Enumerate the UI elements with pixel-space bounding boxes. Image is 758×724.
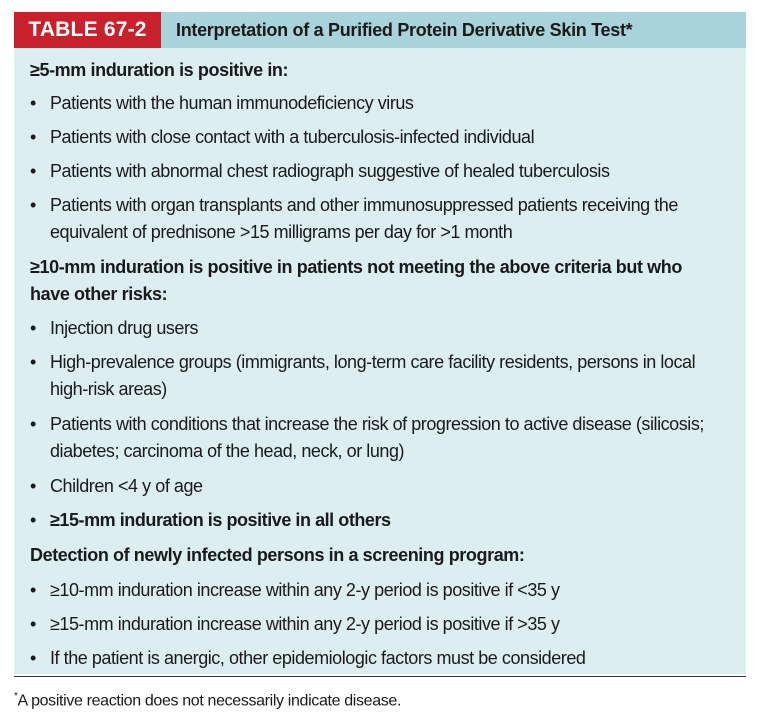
list-item-text: equivalent of prednisone >15 milligrams per day for >1 month — [50, 222, 513, 242]
list-item-text: Patients with close contact with a tuberculosis-infected individual — [50, 127, 535, 147]
list-item-text: Injection drug users — [50, 318, 199, 338]
list-item-text: diabetes; carcinoma of the head, neck, or lung) — [50, 441, 405, 461]
list-item-text: ≥15-mm induration increase within any 2-y period is positive if >35 y — [50, 614, 560, 634]
bullet-icon: • — [30, 580, 36, 600]
bullet-icon: • — [30, 414, 36, 434]
bullet-icon: • — [30, 318, 36, 338]
list-item-text: High-prevalence groups (immigrants, long-term care facility residents, persons in local — [50, 352, 696, 372]
bullet-icon: • — [30, 476, 36, 496]
bullet-icon: • — [30, 93, 36, 113]
list-item-text: If the patient is anergic, other epidemiologic factors must be considered — [50, 648, 586, 668]
bullet-icon: • — [30, 614, 36, 634]
list-item-text: ≥10-mm induration increase within any 2-y period is positive if <35 y — [50, 580, 560, 600]
section-heading-10mm: ≥10-mm induration is positive in patients not meeting the above criteria but who — [30, 257, 682, 277]
table-box — [14, 12, 746, 674]
list-item-text: Children <4 y of age — [50, 476, 203, 496]
list-item-text: Patients with organ transplants and other immunosuppressed patients receiving the — [50, 195, 678, 215]
section-heading-screening: Detection of newly infected persons in a screening program: — [30, 545, 525, 565]
table-title: Interpretation of a Purified Protein Derivative Skin Test* — [161, 12, 746, 48]
bullet-icon: • — [30, 352, 36, 372]
footnote-marker: * — [14, 691, 18, 702]
table-header — [14, 12, 746, 48]
bullet-icon: • — [30, 127, 36, 147]
section-heading-5mm: ≥5-mm induration is positive in: — [30, 60, 289, 80]
table-footnote — [14, 686, 401, 712]
list-item-text: Patients with abnormal chest radiograph suggestive of healed tuberculosis — [50, 161, 610, 181]
bullet-icon: • — [30, 161, 36, 181]
footnote-text: A positive reaction does not necessarily indicate disease. — [17, 692, 402, 710]
list-item-text: Patients with conditions that increase the risk of progression to active disease (silicosis; — [50, 414, 704, 434]
bullet-icon: • — [30, 648, 36, 668]
bullet-icon: • — [30, 510, 36, 530]
list-item-text: high-risk areas) — [50, 379, 167, 399]
list-item-text: Patients with the human immunodeficiency virus — [50, 93, 414, 113]
table-bottom-rule — [14, 676, 746, 677]
section-heading-10mm-cont: have other risks: — [30, 284, 168, 304]
bullet-icon: • — [30, 195, 36, 215]
list-item-text-bold: ≥15-mm induration is positive in all others — [50, 510, 391, 530]
table-number-tag: TABLE 67-2 — [14, 12, 161, 48]
